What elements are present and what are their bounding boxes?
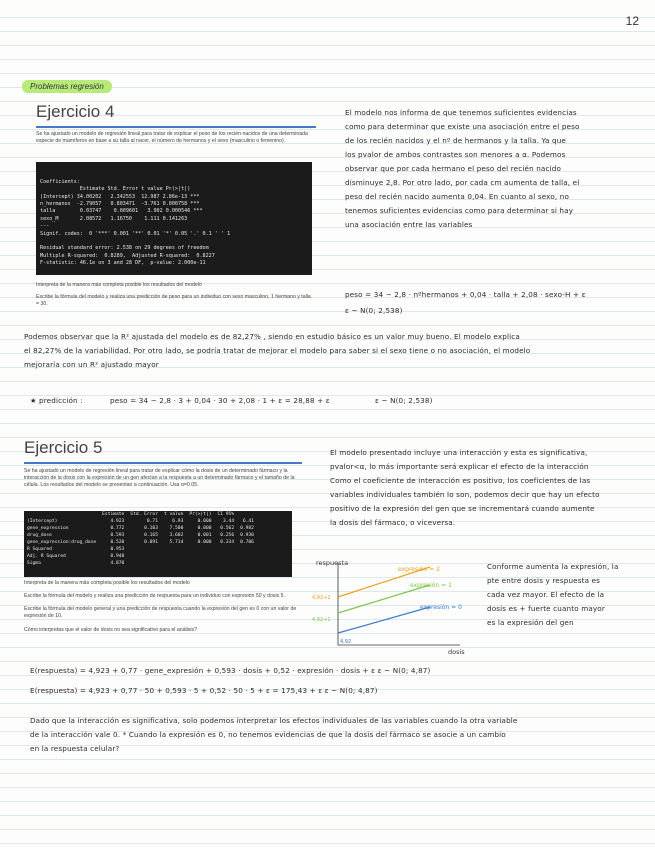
ytick-expr-0: 4,92 [340,639,352,645]
table-header: t value [163,512,184,517]
comment-line: el 82,27% de la variabilidad. Por otro lado, se podría tratar de mejorar el modelo para saber si el sexo tiene o no asociación, el modelo [24,346,531,355]
table-row [24,546,257,553]
table-cell: 4.923 [110,519,125,524]
table-row [24,525,257,532]
table-cell: 0.520 [110,540,125,545]
table-cell: 0.982 [240,526,254,531]
answer-line: como para determinar que existe una asociación entre el peso [345,122,580,131]
answer-line: los pvalor de ambos contrastes son menores a α. Podemos [345,150,566,159]
r2-comment [24,330,644,372]
table-cell: 0.71 [146,519,158,524]
code-line: Signif. codes: 0 '***' 0.001 '**' 0.01 '*' 0.05 '.' 0.1 ' ' 1 [40,230,231,237]
table-cell: 0.772 [110,526,125,531]
table-cell: 0.593 [110,533,125,538]
ytick-expr-1: 4,92+1 [312,617,331,623]
x-axis-label: dosis [448,648,465,655]
code-line: Residual standard error: 2.538 on 29 degrees of freedom [40,245,209,252]
note-line: dosis es + fuerte cuanto mayor [487,604,605,613]
table-cell: 0.930 [240,533,254,538]
code-line: Coefficients: [40,178,80,185]
code-line: (Intercept) 34.00202 2.342553 12.987 2.86e-13 *** [40,193,200,200]
table-cell [214,560,237,567]
ej5-question-2: Escribe la fórmula del modelo y realiza una predicción de respuesta para un individuo con expresión 50 y dosis 5. [24,593,285,599]
note-line: cada vez mayor. El efecto de la [487,590,605,599]
page-number: 12 [625,14,639,28]
table-header [237,511,257,518]
note-line: Conforme aumenta la expresión, la [487,562,619,571]
answer-line: Como el coeficiente de interacción es positivo, los coeficientes de las [330,476,591,485]
table-cell: 0.001 [197,533,212,538]
table-cell: 0.000 [197,540,212,545]
table-header [24,511,99,518]
ej5-question-4: Cómo interpretas que el valor de dosis no sea significativo para el análisis? [24,627,198,633]
comment-line: mejoraría con un R² ajustado mayor [24,360,159,369]
ej4-question-1: Interpreta de la manera más completa posible los resultados del modelo [36,282,202,288]
table-cell [127,560,161,567]
section-tag: Problemas regresión [22,80,112,93]
table-cell: 3.602 [169,533,184,538]
ej5-intro: Se ha ajustado un modelo de regresión lineal para tratar de explicar cómo la dosis de un determinado fármaco y la interacción de la dosis con la expresión de un gen afectan a la respuesta a un determinado fármaco y el tamaño de la célula. Los resultados del modelo se presentan a continuación. Usa α=0.05. [24,468,295,488]
answer-line: positivo de la expresión del gen que se incrementará cuando aumente [330,504,595,513]
coefficients-table-grid [24,511,257,567]
regression-output-lines [40,179,308,268]
ytick-expr-2: 4,92+2 [312,595,331,601]
table-cell [161,560,186,567]
table-cell [186,553,214,560]
table-cell [127,553,161,560]
y-axis-label: respuesta [316,559,349,567]
code-line: --- [40,223,50,230]
table-cell: R Squared [27,547,52,552]
ejercicio-4-title: Ejercicio 4 [36,102,115,121]
table-row [24,539,257,546]
graph-note [487,560,647,630]
closing-note [30,714,650,756]
table-cell: 0.334 [220,540,235,545]
note-line: es la expresión del gen [487,618,574,627]
table-cell [127,546,161,553]
label-expr-2: expresión = 2 [398,566,440,573]
table-cell: drug_dose [27,533,52,538]
table-cell: gene_expression:drug_dose [27,540,97,545]
table-cell [214,546,237,553]
line-expr-1 [338,585,430,613]
table-cell [237,546,257,553]
table-header: Estimate [102,512,125,517]
code-line: talla 0.03747 0.009601 3.902 0.000546 *** [40,208,203,215]
title-rule-2 [24,462,302,464]
table-cell: 0.256 [220,533,235,538]
ej5-answer [330,446,648,530]
answer-line: la dosis del fármaco, o viceversa. [330,518,456,527]
answer-line: variables individuales también lo son, podemos decir que hay un efecto [330,490,600,499]
table-header: Pr(>|t|) [189,512,212,517]
label-expr-0: expresión = 0 [420,604,462,611]
closing-line: Dado que la interacción es significativa, solo podemos interpretar los efectos individuales de las variables cuando la otra variable [30,716,518,725]
title-rule [36,126,316,128]
table-cell: 0.165 [144,533,158,538]
code-line [40,238,308,245]
table-cell: Adj. R Squared [27,554,66,559]
table-cell: 0.706 [240,540,254,545]
table-cell: 0.562 [220,526,235,531]
code-line: F-statistic: 46.1e on 3 and 28 DF, p-value: 2.000e-11 [40,260,206,267]
answer-line: observar que por cada hermano el peso del recién nacido [345,164,561,173]
table-cell [161,553,186,560]
table-cell: 6.93 [172,519,184,524]
answer-line: de los recién nacidos y el nº de hermanos y la talla. Ya que [345,136,566,145]
answer-line: tenemos suficientes evidencias como para determinar si hay [345,206,574,215]
code-line: n_hermanos -2.79057 0.803471 -3.761 0.000758 *** [40,201,200,208]
code-line: Multiple R-squared: 0.8289, Adjusted R-squared: 0.8227 [40,252,215,259]
table-cell: 0.000 [197,519,212,524]
prediction: peso = 34 − 2,8 · 3 + 0,04 · 30 + 2,08 · 1 + ε = 28,88 + ε [110,396,330,405]
table-cell [161,546,186,553]
table-row [24,560,257,567]
answer-line: pvalor<α, lo más importante será explicar el efecto de la interacción [330,462,589,471]
table-cell: 0.953 [110,547,125,552]
interaction-graph [310,555,470,655]
label-expr-1: expresión = 1 [410,582,452,589]
ej4-answer [345,106,645,232]
answer-line: una asociación entre las variables [345,220,473,229]
table-cell [214,553,237,560]
table-row [24,553,257,560]
table-cell: Sigma [27,561,41,566]
table-row [24,532,257,539]
ej4-formula: peso = 34 − 2,8 · nºhermanos + 0,04 · talla + 2,08 · sexo-H + ε [345,290,586,299]
ej4-intro: Se ha ajustado un modelo de regresión lineal para tratar de explicar el peso de los recién nacidos de una determinada especie de mamíferos en base a su talla al nacer, el número de hermanos y el sexo (masculino o femenino). [36,131,308,144]
coefficients-table [24,511,292,577]
answer-line: El modelo nos informa de que tenemos suficientes evidencias [345,108,577,117]
table-cell: 4.870 [110,561,125,566]
prediction-dist: ε ~ N(0; 2,538) [375,396,433,405]
ej5-formula-2: E(respuesta) = 4,923 + 0,77 · 50 + 0,593 · 5 + 0,52 · 50 · 5 + ε = 175,43 + ε ε ~ N(0; 4,87) [30,686,378,695]
regression-output [36,162,312,275]
answer-line: peso del recién nacido aumenta 0,04. En cuanto al sexo, no [345,192,570,201]
answer-line: disminuye 2,8. Por otro lado, por cada cm aumenta de talla, el [345,178,580,187]
ejercicio-5-title: Ejercicio 5 [24,438,103,457]
note-line: pte entre dosis y respuesta es [487,576,601,585]
line-expr-0 [338,607,430,633]
ej5-formula-1: E(respuesta) = 4,923 + 0,77 · gene_expresión + 0,593 · dosis + 0,52 · expresión · dosis + ε ε ~ N(0; 4,87) [30,666,431,675]
comment-line: Podemos observar que la R² ajustada del modelo es de 82,27% , siendo en estudio básico es un valor muy bueno. El modelo explica [24,332,520,341]
table-cell: 7.500 [169,526,184,531]
ej5-question-3: Escribe la fórmula del modelo general y una predicción de respuesta cuando la expresión del gen es 0 con un valor de expresión de 10. [24,606,297,619]
table-cell [237,560,257,567]
table-header: CI 95% [217,512,235,517]
ej5-question-1: Interpreta de la manera más completa posible los resultados del modelo [24,580,190,586]
table-cell [186,546,214,553]
table-cell: 0.091 [144,540,158,545]
table-cell: 0.000 [197,526,212,531]
prediction-label: ★ predicción : [30,396,83,405]
table-cell: gene_expression [27,526,69,531]
ej4-error-dist: ε ~ N(0; 2,538) [345,306,403,315]
ej4-question-2: Escribe la fórmula del modelo y realiza una predicción de peso para un individuo con sexo masculino, 1 hermano y talla = 30. [36,294,311,307]
answer-line: El modelo presentado incluye una interacción y esta es significativa, [330,448,588,457]
code-line: sexo_M 2.08572 1.16750 1.111 0.141263 [40,215,188,222]
table-cell [186,560,214,567]
table-header: Std. Error [130,512,158,517]
closing-line: en la respuesta celular? [30,744,120,753]
table-cell [237,553,257,560]
code-line: Estimate Std. Error t value Pr(>|t|) [40,186,191,193]
table-cell: (Intercept) [27,519,58,524]
table-cell: 0.103 [144,526,158,531]
table-cell: 0.948 [110,554,125,559]
table-cell: 3.44 [223,519,235,524]
table-cell: 6.41 [242,519,254,524]
closing-line: de la interacción vale 0. * Cuando la expresión es 0, no tenemos evidencias de que la dosis del fármaco se asocie a un cambio [30,730,506,739]
table-row [24,518,257,525]
table-cell: 5.714 [169,540,184,545]
